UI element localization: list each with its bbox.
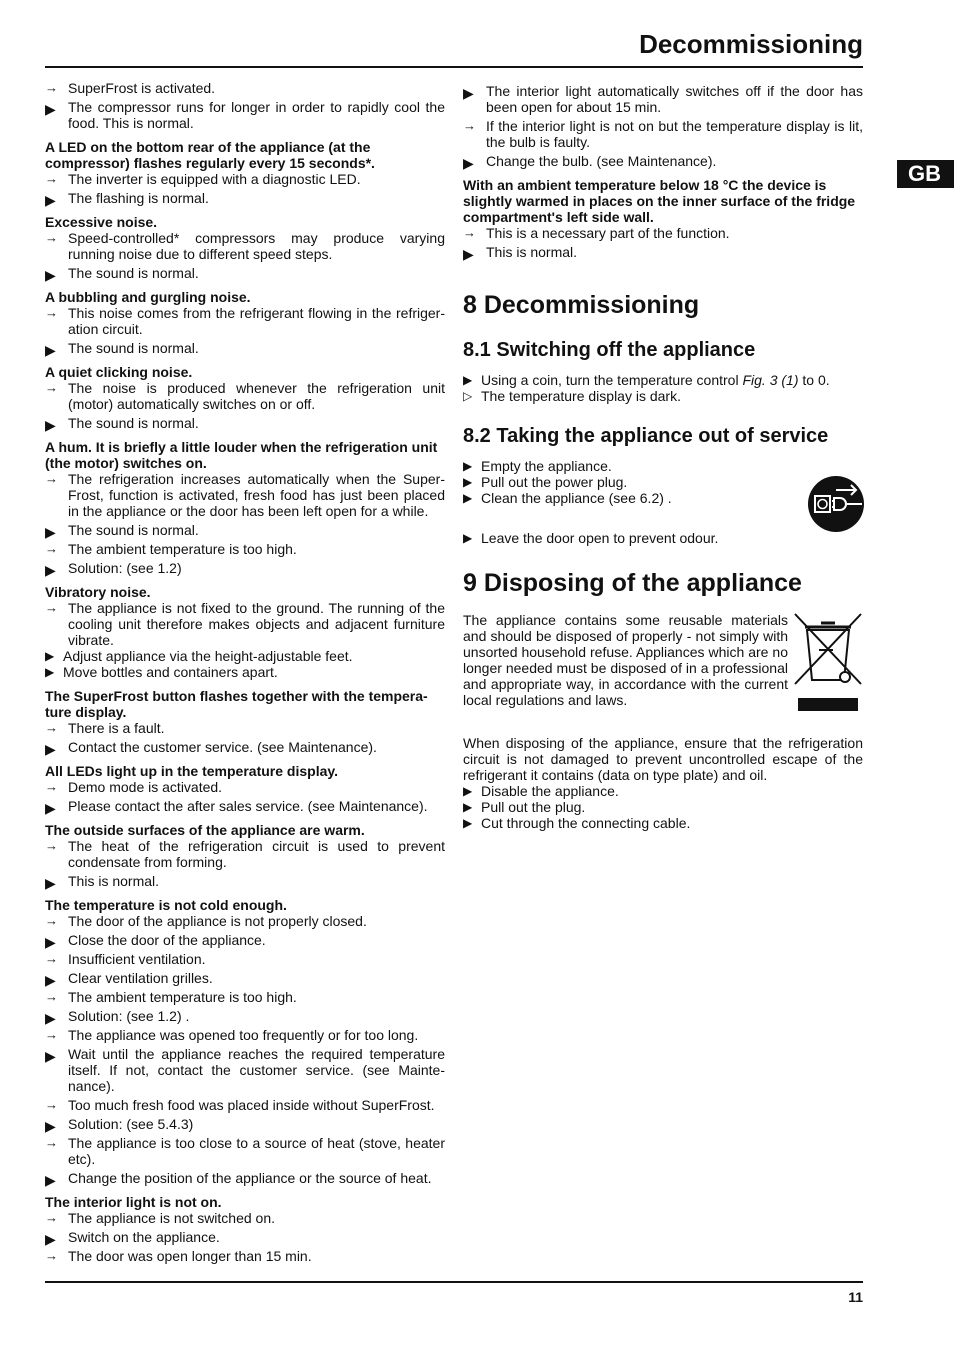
arrow-icon: →	[45, 838, 58, 853]
arrow-icon: →	[45, 600, 58, 615]
remedy-item	[45, 1116, 445, 1132]
item-text: The heat of the refrigeration circuit is used to prevent condensate from forming.	[68, 838, 445, 870]
triangle-icon: ▶	[45, 192, 56, 208]
triangle-icon: ▶	[45, 562, 56, 578]
triangle-icon: ▶	[463, 531, 473, 545]
page-number: 11	[848, 1289, 863, 1305]
item-text: Insufficient ventilation.	[68, 951, 206, 967]
item-text: Demo mode is activated.	[68, 779, 223, 795]
remedy-item	[45, 190, 445, 206]
arrow-icon: →	[45, 230, 58, 245]
remedy-item	[45, 1229, 445, 1245]
triangle-icon: ▶	[463, 800, 473, 814]
item-text: Wait until the appliance reaches the required temperature itself. If not, contact the customer service. (see Mainte-nance).	[68, 1046, 445, 1094]
item-text: Contact the customer service. (see Maintenance).	[68, 739, 377, 755]
cause-item	[45, 471, 445, 519]
cause-item	[45, 720, 445, 736]
cause-item	[45, 1027, 445, 1043]
step-item: ▶ Empty the appliance.	[463, 458, 612, 474]
triangle-icon: ▶	[45, 524, 56, 540]
item-text: The door of the appliance is not properly closed.	[68, 913, 367, 929]
arrow-icon: →	[45, 305, 58, 320]
arrow-icon: →	[45, 1097, 58, 1112]
arrow-icon: →	[463, 118, 476, 133]
cause-item	[463, 225, 863, 241]
triangle-icon: ▶	[45, 649, 55, 663]
item-text: Solution: (see 1.2) .	[68, 1008, 190, 1024]
problem-heading: A bubbling and gurgling noise.	[45, 289, 251, 305]
remedy-item	[45, 664, 445, 680]
item-text: Close the door of the appliance.	[68, 932, 266, 948]
triangle-icon: ▶	[45, 800, 56, 816]
triangle-icon: ▶	[463, 373, 473, 387]
item-text: The appliance is not switched on.	[68, 1210, 276, 1226]
problem-heading: The SuperFrost button flashes together with the tempera-ture display.	[45, 688, 428, 720]
item-text: This is normal.	[68, 873, 160, 889]
triangle-icon: ▶	[463, 491, 473, 505]
triangle-icon: ▶	[45, 1118, 56, 1134]
item-text: The sound is normal.	[68, 265, 199, 281]
remedy-item	[45, 265, 445, 281]
triangle-icon: ▶	[463, 246, 474, 262]
cause-item	[45, 1210, 445, 1226]
triangle-icon: ▶	[463, 459, 473, 473]
cause-item	[45, 1135, 445, 1167]
cause-item	[45, 541, 445, 557]
triangle-icon: ▶	[45, 741, 56, 757]
remedy-item	[463, 83, 863, 115]
remedy-item	[45, 648, 445, 664]
arrow-icon: →	[45, 171, 58, 186]
item-text: The refrigeration increases automatically when the Super-Frost, function is activated, fresh food has just been placed in the appliance or the door has been left open for a while.	[68, 471, 445, 519]
service-steps	[463, 458, 863, 530]
cause-item	[45, 600, 445, 648]
triangle-icon: ▶	[463, 784, 473, 798]
item-text: This is a necessary part of the function.	[486, 225, 730, 241]
triangle-icon: ▶	[45, 665, 55, 679]
remedy-item	[463, 153, 863, 169]
item-text: The door was open longer than 15 min.	[68, 1248, 312, 1264]
item-text: Solution: (see 5.4.3)	[68, 1116, 194, 1132]
item-text: The appliance is not fixed to the ground. The running of the cooling unit therefore makes objects and adjacent furniture vibrate.	[68, 600, 445, 648]
triangle-icon: ▶	[45, 972, 56, 988]
item-text: The sound is normal.	[68, 340, 199, 356]
triangle-icon: ▶	[45, 934, 56, 950]
item-text: This is normal.	[486, 244, 578, 260]
item-text: The appliance is too close to a source of heat (stove, heater etc).	[68, 1135, 445, 1167]
problem-heading: A hum. It is briefly a little louder when the refrigeration unit (the motor) switches on.	[45, 439, 438, 471]
triangle-icon: ▶	[45, 1231, 56, 1247]
footer-rule	[45, 1281, 863, 1283]
remedy-item	[45, 1170, 445, 1186]
cause-item	[45, 779, 445, 795]
cause-item	[45, 1248, 445, 1264]
item-text: The ambient temperature is too high.	[68, 989, 297, 1005]
arrow-icon: →	[45, 720, 58, 735]
section-8-title: 8 Decommissioning	[463, 291, 700, 319]
remedy-item	[45, 1008, 445, 1024]
step-item: ▶ Disable the appliance.	[463, 783, 619, 799]
triangle-icon: ▶	[463, 475, 473, 489]
step-item: ▶ Clean the appliance (see 6.2) .	[463, 490, 672, 506]
left-column	[45, 80, 445, 1264]
item-text: This noise comes from the refrigerant flowing in the refriger-ation circuit.	[68, 305, 445, 337]
triangle-icon: ▶	[45, 1172, 56, 1188]
section-8-2-title: 8.2 Taking the appliance out of service	[463, 425, 829, 447]
problem-heading: The outside surfaces of the appliance are warm.	[45, 822, 365, 838]
step-item: ▶ Leave the door open to prevent odour.	[463, 530, 719, 546]
item-text: The ambient temperature is too high.	[68, 541, 297, 557]
step-item: ▶ Pull out the power plug.	[463, 474, 628, 490]
triangle-icon: ▶	[463, 155, 474, 171]
remedy-item	[45, 415, 445, 431]
arrow-icon: →	[45, 951, 58, 966]
crossed-out-bin-icon	[793, 612, 863, 712]
header-rule	[45, 66, 863, 68]
triangle-icon: ▶	[45, 1010, 56, 1026]
right-column	[463, 80, 863, 831]
problem-heading: All LEDs light up in the temperature display.	[45, 763, 339, 779]
cause-item	[45, 171, 445, 187]
remedy-item	[45, 798, 445, 814]
triangle-icon: ▶	[45, 875, 56, 891]
item-text: The interior light automatically switches off if the door has been open for about 15 min.	[486, 83, 863, 115]
problem-heading: Excessive noise.	[45, 214, 158, 230]
item-text: The appliance was opened too frequently or for too long.	[68, 1027, 419, 1043]
triangle-icon: ▶	[45, 101, 56, 117]
troubleshooting-continued	[463, 83, 863, 260]
cause-item	[45, 838, 445, 870]
item-text: The sound is normal.	[68, 415, 199, 431]
remedy-item	[45, 560, 445, 576]
item-text: Switch on the appliance.	[68, 1229, 220, 1245]
remedy-item	[463, 244, 863, 260]
arrow-icon: →	[45, 1210, 58, 1225]
cause-item	[45, 305, 445, 337]
item-text: Clear ventilation grilles.	[68, 970, 213, 986]
item-text: Adjust appliance via the height-adjustable feet.	[63, 648, 353, 664]
arrow-icon: →	[45, 541, 58, 556]
problem-heading: Vibratory noise.	[45, 584, 151, 600]
cause-item	[45, 230, 445, 262]
arrow-icon: →	[463, 225, 476, 240]
cause-item	[45, 989, 445, 1005]
disposal-warning: When disposing of the appliance, ensure that the refrigeration circuit is not damaged to prevent uncontrolled escape of the refrigerant it contains (data on type plate) and oil.	[463, 735, 863, 783]
cause-item	[45, 1097, 445, 1113]
problem-heading: With an ambient temperature below 18 °C the device is slightly warmed in places on the inner surface of the fridge compartment's left side wall.	[463, 177, 856, 225]
disposal-intro	[463, 612, 863, 708]
triangle-icon: ▶	[45, 417, 56, 433]
problem-heading: The interior light is not on.	[45, 1194, 222, 1210]
page-header-title: Decommissioning	[639, 29, 863, 59]
arrow-icon: →	[45, 779, 58, 794]
remedy-item	[45, 1046, 445, 1094]
item-text: The flashing is normal.	[68, 190, 209, 206]
arrow-icon: →	[45, 1248, 58, 1263]
item-text: The compressor runs for longer in order to rapidly cool the food. This is normal.	[68, 99, 445, 131]
cause-item	[45, 380, 445, 412]
remedy-item	[45, 873, 445, 889]
cause-item	[463, 118, 863, 150]
cause-item	[45, 80, 445, 96]
disposal-paragraph: The appliance contains some reusable materials and should be disposed of properly - not simply with unsorted household refuse. Appliances which are no longer needed must be disposed of in a professional and appropriate way, in accordance with the current local regulations and laws.	[463, 612, 788, 708]
problem-heading: The temperature is not cold enough.	[45, 897, 287, 913]
item-text: SuperFrost is activated.	[68, 80, 216, 96]
remedy-item	[45, 99, 445, 131]
problem-heading: A quiet clicking noise.	[45, 364, 193, 380]
triangle-icon: ▶	[463, 816, 473, 830]
step-item: ▶ Pull out the plug.	[463, 799, 586, 815]
item-text: The noise is produced whenever the refrigeration unit (motor) automatically switches on or off.	[68, 380, 445, 412]
arrow-icon: →	[45, 471, 58, 486]
step-switch-off: ▶ Using a coin, turn the temperature control Fig. 3 (1) to 0.	[463, 372, 830, 388]
figure-reference: Fig. 3 (1)	[742, 372, 799, 388]
item-text: There is a fault.	[68, 720, 165, 736]
triangle-icon: ▶	[45, 267, 56, 283]
arrow-icon: →	[45, 380, 58, 395]
arrow-icon: →	[45, 1135, 58, 1150]
item-text: The inverter is equipped with a diagnostic LED.	[68, 171, 361, 187]
result-triangle-icon: ▷	[463, 389, 473, 403]
arrow-icon: →	[45, 80, 58, 95]
remedy-item	[45, 970, 445, 986]
remedy-item	[45, 932, 445, 948]
item-text: Solution: (see 1.2)	[68, 560, 182, 576]
remedy-item	[45, 522, 445, 538]
item-text: If the interior light is not on but the temperature display is lit, the bulb is faulty.	[486, 118, 863, 150]
triangle-icon: ▶	[45, 1048, 56, 1064]
triangle-icon: ▶	[45, 342, 56, 358]
section-8-1-title: 8.1 Switching off the appliance	[463, 339, 756, 361]
triangle-icon: ▶	[463, 85, 474, 101]
problem-heading: A LED on the bottom rear of the appliance (at the compressor) flashes regularly every 15 seconds*.	[45, 139, 375, 171]
item-text: Move bottles and containers apart.	[63, 664, 278, 680]
item-text: Speed-controlled* compressors may produce varying running noise due to different speed steps.	[68, 230, 445, 262]
language-tab: GB	[897, 160, 954, 188]
arrow-icon: →	[45, 913, 58, 928]
result-display-dark: ▷ The temperature display is dark.	[463, 388, 681, 404]
item-text: Please contact the after sales service. (see Maintenance).	[68, 798, 428, 814]
arrow-icon: →	[45, 989, 58, 1004]
item-text: Change the position of the appliance or the source of heat.	[68, 1170, 432, 1186]
cause-item	[45, 951, 445, 967]
remedy-item	[45, 739, 445, 755]
section-9-title: 9 Disposing of the appliance	[463, 569, 802, 597]
cause-item	[45, 913, 445, 929]
arrow-icon: →	[45, 1027, 58, 1042]
unplug-icon	[808, 476, 864, 532]
remedy-item	[45, 340, 445, 356]
item-text: Change the bulb. (see Maintenance).	[486, 153, 717, 169]
item-text: The sound is normal.	[68, 522, 199, 538]
step-item: ▶ Cut through the connecting cable.	[463, 815, 691, 831]
item-text: Too much fresh food was placed inside without SuperFrost.	[68, 1097, 435, 1113]
